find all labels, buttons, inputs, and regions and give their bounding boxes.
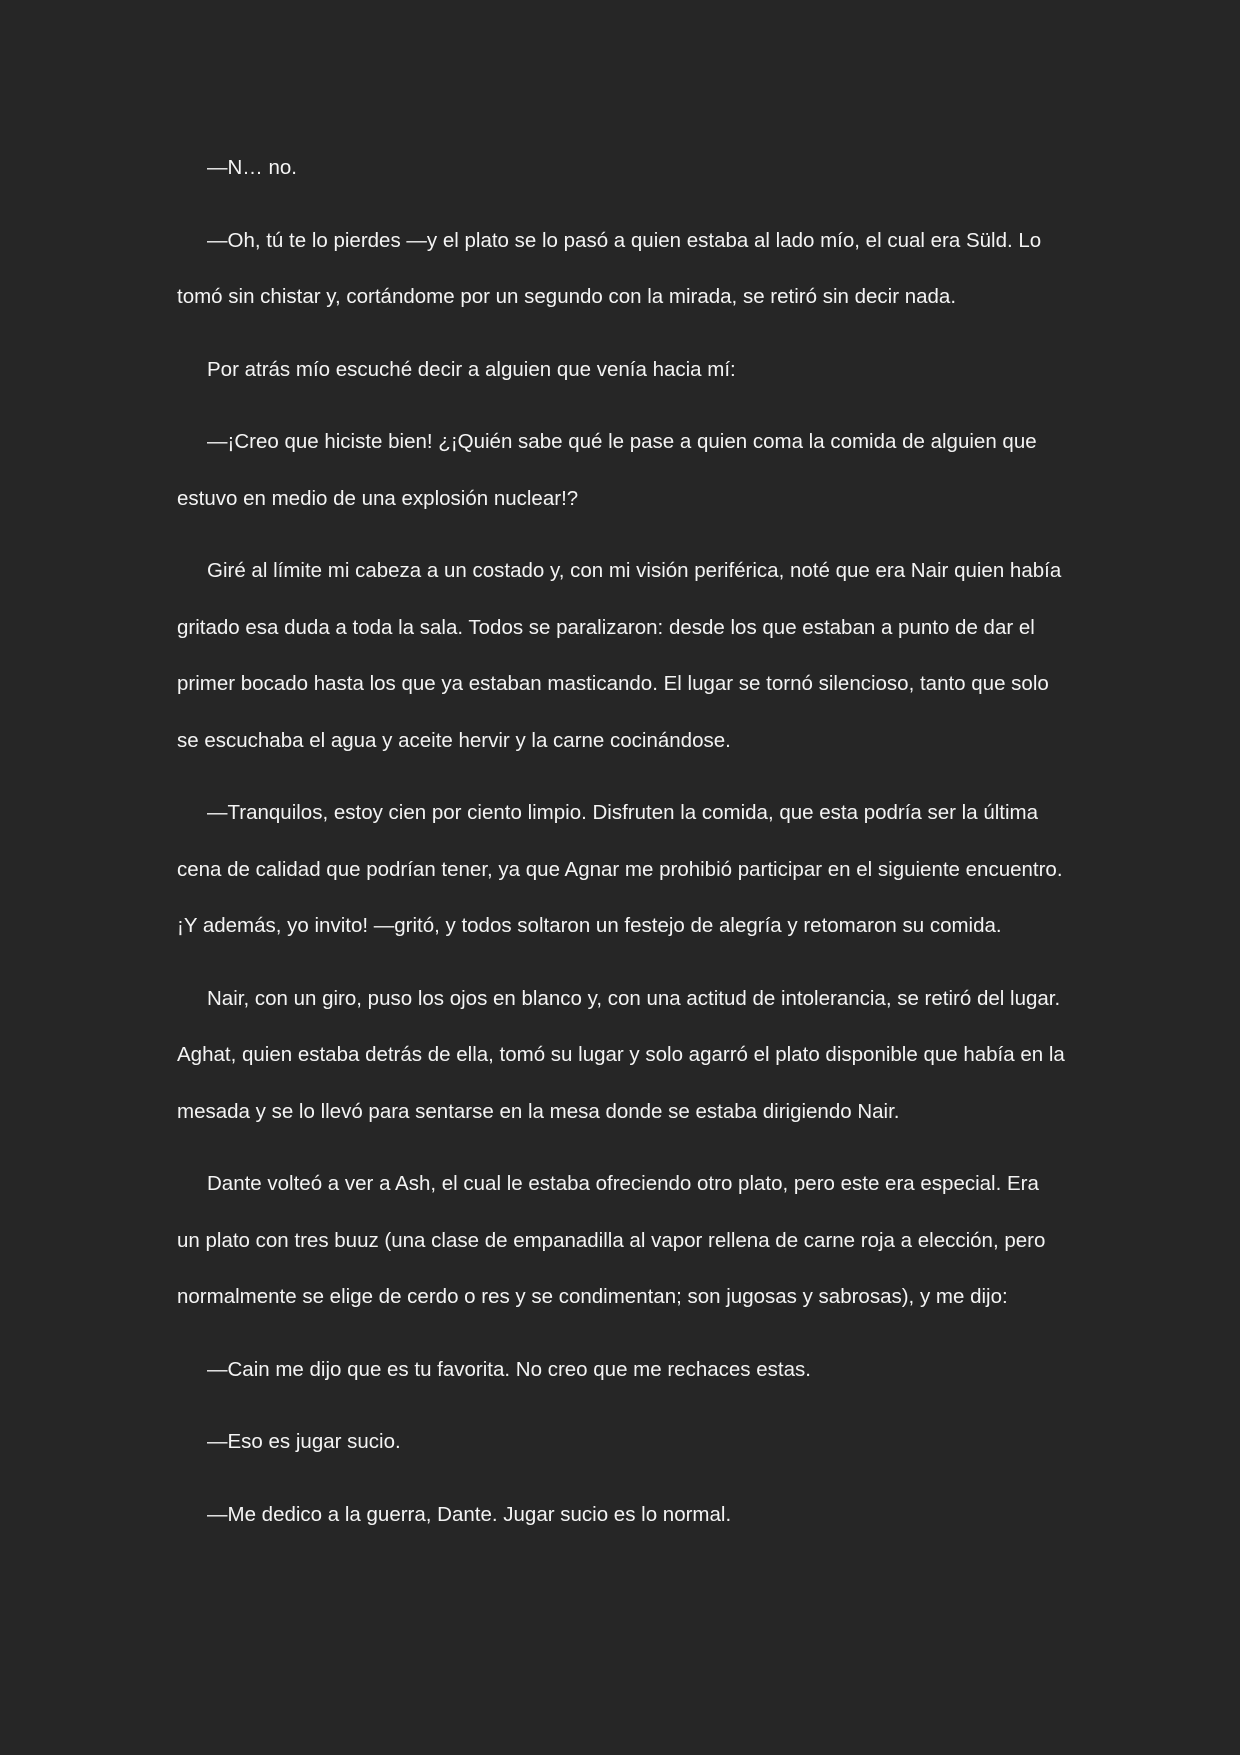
paragraph: —Oh, tú te lo pierdes —y el plato se lo pasó a quien estaba al lado mío, el cual era Süld. Lo tomó sin chistar y, cortándome por un segundo con la mirada, se retiró sin decir nada. <box>177 228 1042 308</box>
paragraph: —Me dedico a la guerra, Dante. Jugar sucio es lo normal. <box>207 1502 732 1526</box>
paragraph: —Tranquilos, estoy cien por ciento limpio. Disfruten la comida, que esta podría ser la última cena de calidad que podrían tener, ya que Agnar me prohibió participar en el siguiente encuentro. ¡Y además, yo invito! —gritó, y todos soltaron un festejo de alegría y retomaron su comida. <box>177 801 1063 937</box>
document-body <box>177 140 1067 1559</box>
paragraph: Nair, con un giro, puso los ojos en blanco y, con una actitud de intolerancia, se retiró del lugar. Aghat, quien estaba detrás de ella, tomó su lugar y solo agarró el plato disponible que había en la mesada y se lo llevó para sentarse en la mesa donde se estaba dirigiendo Nair. <box>177 986 1065 1123</box>
paragraph: Por atrás mío escuché decir a alguien que venía hacia mí: <box>207 357 736 381</box>
paragraph: Dante volteó a ver a Ash, el cual le estaba ofreciendo otro plato, pero este era especial. Era un plato con tres buuz (una clase de empanadilla al vapor rellena de carne roja a elección, pero normalmente se elige de cerdo o res y se condimentan; son jugosas y sabrosas), y me dijo: <box>177 1172 1046 1308</box>
paragraph: —Cain me dijo que es tu favorita. No creo que me rechaces estas. <box>207 1357 811 1381</box>
paragraph: —Eso es jugar sucio. <box>207 1430 401 1453</box>
paragraph: —¡Creo que hiciste bien! ¿¡Quién sabe qué le pase a quien coma la comida de alguien que estuvo en medio de una explosión nuclear!? <box>177 430 1037 510</box>
paragraph: —N… no. <box>207 156 297 179</box>
paragraph: Giré al límite mi cabeza a un costado y, con mi visión periférica, noté que era Nair quien había gritado esa duda a toda la sala. Todos se paralizaron: desde los que estaban a punto de dar el primer bocado hasta los que ya estaban masticando. El lugar se tornó silencioso, tanto que solo se escuchaba el agua y aceite hervir y la carne cocinándose. <box>177 559 1062 752</box>
